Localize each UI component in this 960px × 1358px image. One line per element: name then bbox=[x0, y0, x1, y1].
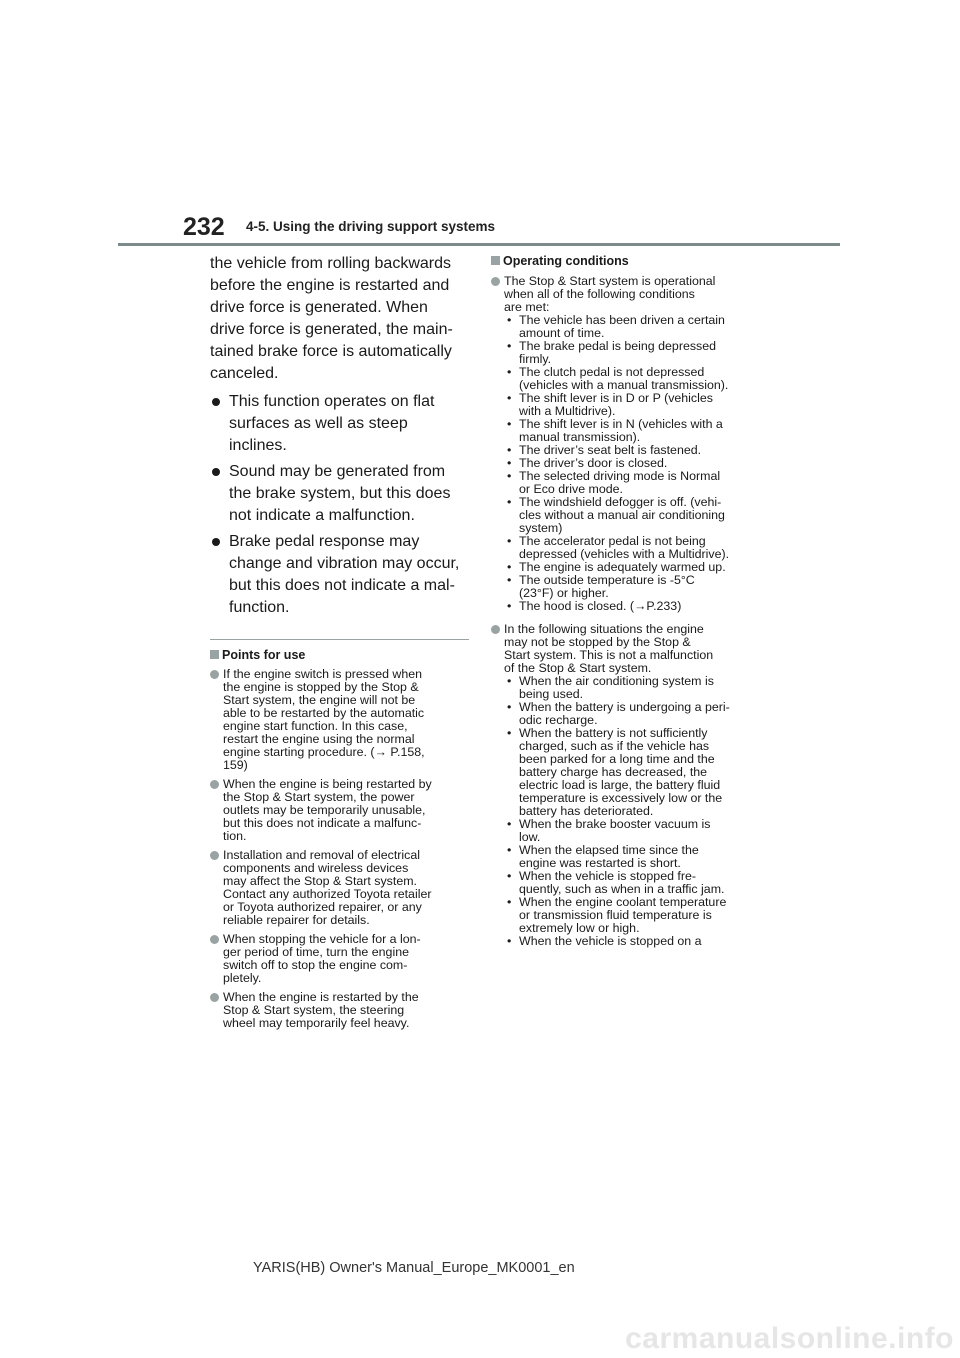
list-item: • The outside temperature is -5°C (23°F) or higher. bbox=[507, 573, 695, 600]
right-column bbox=[491, 253, 766, 954]
list-item: • The brake pedal is being depressed firmly. bbox=[507, 339, 717, 366]
circle-bullet-icon bbox=[210, 993, 219, 1002]
note-item: In the following situations the engine may not be stopped by the Stop & Start system. This is not a malfunction of the Stop & Start system. • When the air conditioning system is being used. • When the battery is undergoing a peri- odic recharge. • When the battery is not sufficiently charged, such as if the vehicle has been parked for a long time and the battery charge has decreased, the electric load is large, the battery fluid temperature is excessively low or the battery has deteriorated. • When the brake booster vacuum is low. • When the elapsed time since the engine was restarted is short. • When the vehicle is stopped fre- quently, such as when in a traffic jam. • When the engine coolant temperature or transmission fluid temperature is extremely low or high. • When the vehicle is stopped on a bbox=[491, 623, 766, 948]
note-item: When stopping the vehicle for a lon- ger period of time, turn the engine switch off to stop the engine com- pletely. bbox=[210, 933, 472, 985]
operating-conditions-heading: Operating conditions bbox=[491, 253, 766, 269]
list-item: • When the vehicle is stopped fre- quently, such as when in a traffic jam. bbox=[507, 869, 725, 896]
list-item: • The windshield defogger is off. (vehi- cles without a manual air conditioning system) bbox=[507, 495, 725, 535]
list-item: • The accelerator pedal is not being depressed (vehicles with a Multidrive). bbox=[507, 534, 730, 561]
list-item: • The selected driving mode is Normal or Eco drive mode. bbox=[507, 469, 721, 496]
list-item: • The shift lever is in N (vehicles with a manual transmission). bbox=[507, 417, 723, 444]
list-item: • The shift lever is in D or P (vehicles with a Multidrive). bbox=[507, 391, 713, 418]
circle-bullet-icon bbox=[210, 670, 219, 679]
watermark: carmanualsonline.info bbox=[625, 1322, 954, 1355]
situation-list bbox=[504, 675, 766, 948]
section-divider bbox=[210, 639, 469, 640]
bullet-item: Brake pedal response may change and vibration may occur, but this does not indicate a mal- function. bbox=[210, 531, 472, 619]
list-item: • When the battery is undergoing a peri- odic recharge. bbox=[507, 700, 730, 727]
bullet-item: This function operates on flat surfaces as well as steep inclines. bbox=[210, 391, 472, 457]
square-bullet-icon bbox=[491, 256, 500, 265]
list-item: • When the brake booster vacuum is low. bbox=[507, 817, 711, 844]
list-item: • The hood is closed. (→P.233) bbox=[507, 599, 682, 613]
section-title: 4-5. Using the driving support systems bbox=[246, 219, 496, 234]
note-item: If the engine switch is pressed when the engine is stopped by the Stop & Start system, the engine will not be able to be restarted by the automatic engine start function. In this case, restart the engine using the normal engine starting procedure. (→ P.158, 159) bbox=[210, 668, 472, 772]
left-column bbox=[210, 253, 472, 1036]
list-item: • When the vehicle is stopped on a bbox=[507, 934, 702, 948]
note-item: The Stop & Start system is operational when all of the following conditions are met: • The vehicle has been driven a certain amount of time. • The brake pedal is being depressed firmly. • The clutch pedal is not depressed (vehicles with a manual transmission). • The shift lever is in D or P (vehicles with a Multidrive). • The shift lever is in N (vehicles with a manual transmission). • The driver’s seat belt is fastened. • The driver’s door is closed. • The selected driving mode is Normal or Eco drive mode. • The windshield defogger is off. (vehi- cles without a manual air conditioning system) • The accelerator pedal is not being depressed (vehicles with a Multidrive). • The engine is adequately warmed up. • The outside temperature is -5°C (23°F) or higher. • The hood is closed. (→P.233) bbox=[491, 275, 766, 613]
list-item: • When the air conditioning system is being used. bbox=[507, 674, 714, 701]
square-bullet-icon bbox=[210, 650, 219, 659]
list-item: • When the engine coolant temperature or transmission fluid temperature is extremely low or high. bbox=[507, 895, 727, 935]
function-bullet-list bbox=[210, 391, 472, 619]
circle-bullet-icon bbox=[210, 851, 219, 860]
circle-bullet-icon bbox=[491, 625, 500, 634]
list-item: • When the elapsed time since the engine was restarted is short. bbox=[507, 843, 699, 870]
note-item: When the engine is restarted by the Stop & Start system, the steering wheel may temporarily feel heavy. bbox=[210, 991, 472, 1030]
circle-bullet-icon bbox=[210, 780, 219, 789]
list-item: • When the battery is not sufficiently charged, such as if the vehicle has been parked for a long time and the battery charge has decreased, the electric load is large, the battery fluid temperature is excessively low or the battery has deteriorated. bbox=[507, 726, 723, 818]
note-item: Installation and removal of electrical components and wireless devices may affect the Stop & Start system. Contact any authorized Toyota retailer or Toyota authorized repairer, or any reliable repairer for details. bbox=[210, 849, 472, 927]
bullet-item: Sound may be generated from the brake system, but this does not indicate a malfunction. bbox=[210, 461, 472, 527]
page-number: 232 bbox=[183, 213, 225, 241]
list-item: • The clutch pedal is not depressed (vehicles with a manual transmission). bbox=[507, 365, 729, 392]
footer-manual-id: YARIS(HB) Owner's Manual_Europe_MK0001_en bbox=[253, 1260, 575, 1276]
header-rule bbox=[118, 243, 840, 246]
list-item: • The driver’s door is closed. bbox=[507, 456, 668, 470]
points-for-use-heading: Points for use bbox=[210, 647, 472, 663]
bullet-dot-icon bbox=[212, 538, 220, 546]
circle-bullet-icon bbox=[210, 935, 219, 944]
bullet-dot-icon bbox=[212, 398, 220, 406]
note-item: When the engine is being restarted by the Stop & Start system, the power outlets may be temporarily unusable, but this does not indicate a malfunc- tion. bbox=[210, 778, 472, 843]
bullet-dot-icon bbox=[212, 468, 220, 476]
list-item: • The driver’s seat belt is fastened. bbox=[507, 443, 702, 457]
condition-list bbox=[504, 314, 766, 613]
list-item: • The engine is adequately warmed up. bbox=[507, 560, 726, 574]
circle-bullet-icon bbox=[491, 277, 500, 286]
list-item: • The vehicle has been driven a certain amount of time. bbox=[507, 313, 725, 340]
lead-paragraph: the vehicle from rolling backwards before the engine is restarted and drive force is generated. When drive force is generated, the main- tained brake force is automatically canceled. bbox=[210, 255, 453, 382]
